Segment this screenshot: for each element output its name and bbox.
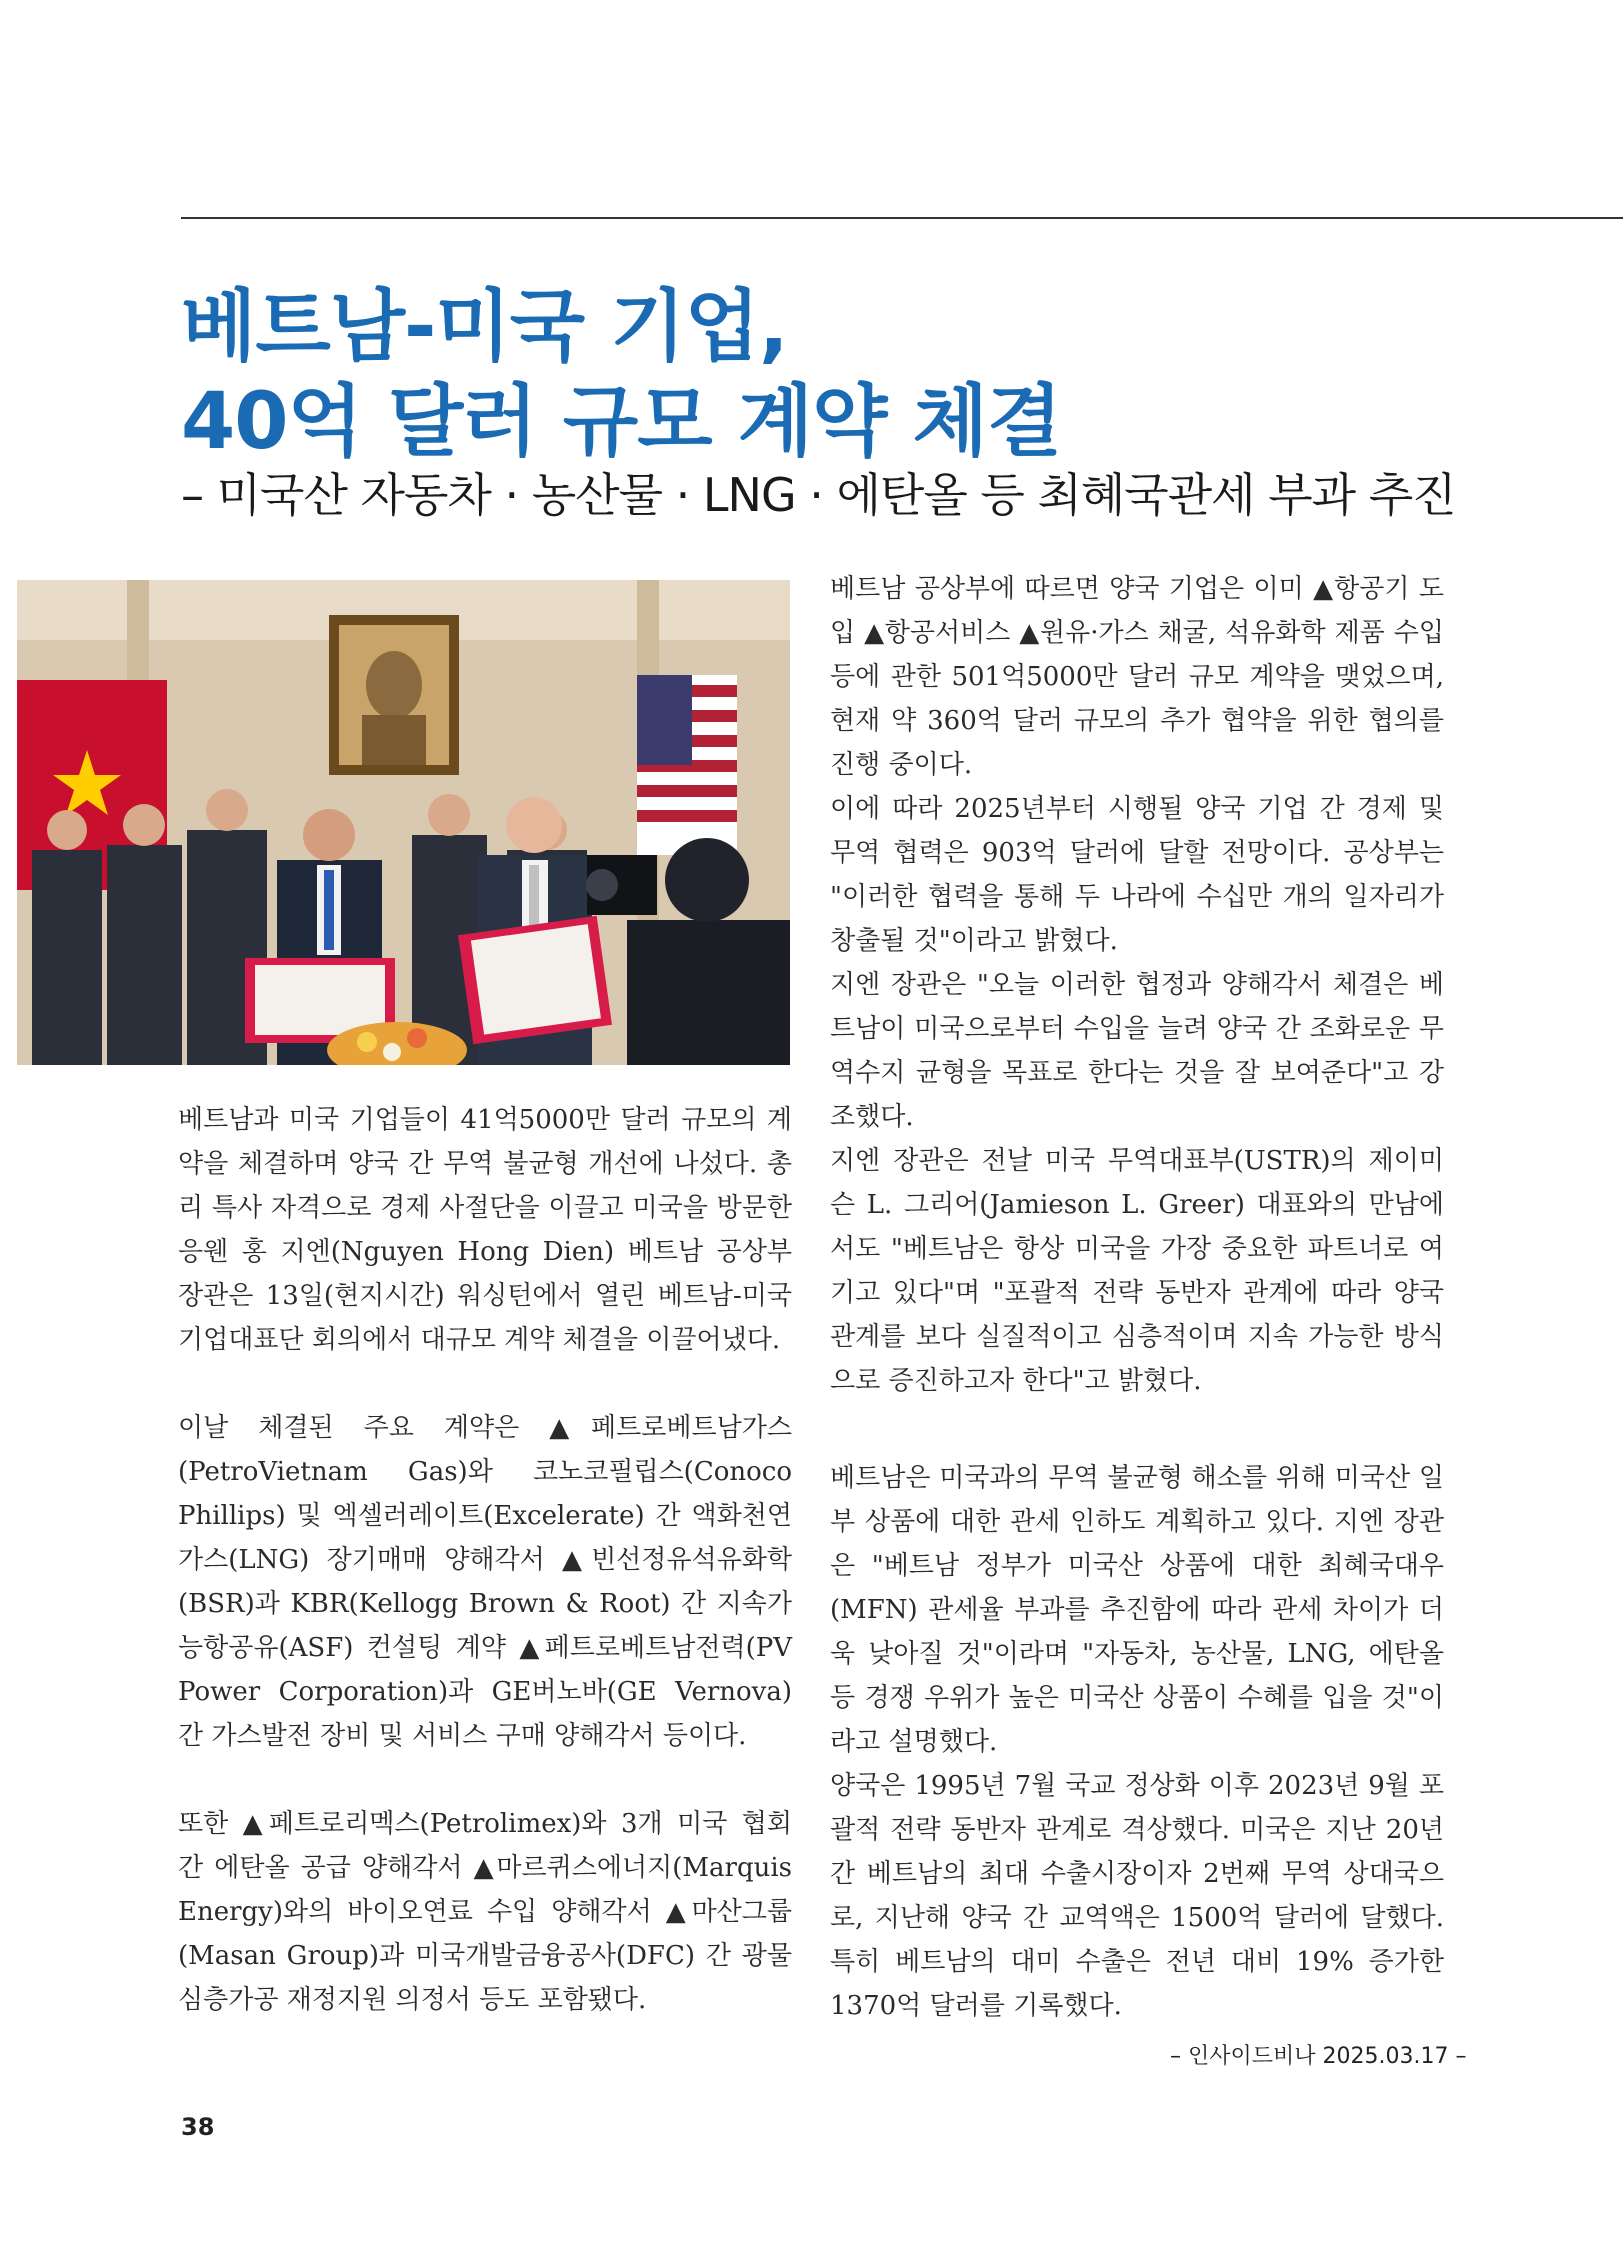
- signing-ceremony-photo: [17, 580, 790, 1065]
- right-paragraph-3: 지엔 장관은 "오늘 이러한 협정과 양해각서 체결은 베트남이 미국으로부터 수입을 늘려 양국 간 조화로운 무역수지 균형을 목표로 한다는 것을 잘 보여준다"고 강조했다.: [830, 970, 1444, 1132]
- article-title: [181, 280, 1481, 470]
- page-number: 38: [181, 2113, 215, 2141]
- right-paragraph-2: 이에 따라 2025년부터 시행될 양국 기업 간 경제 및 무역 협력은 903억 달러에 달할 전망이다. 공상부는 "이러한 협력을 통해 두 나라에 수십만 개의 일자리가 창출될 것"이라고 밝혔다.: [830, 794, 1444, 956]
- right-paragraph-6: 양국은 1995년 7월 국교 정상화 이후 2023년 9월 포괄적 전략 동반자 관계로 격상했다. 미국은 지난 20년간 베트남의 최대 수출시장이자 2번째 무역 상대국으로, 지난해 양국 간 교역액은 1500억 달러에 달했다. 특히 베트남의 대미 수출은 전년 대비 19% 증가한 1370억 달러를 기록했다.: [830, 1771, 1444, 2021]
- article-subtitle: – 미국산 자동차 · 농산물 · LNG · 에탄올 등 최혜국관세 부과 추진: [181, 468, 1456, 522]
- left-paragraph-1: 베트남과 미국 기업들이 41억5000만 달러 규모의 계약을 체결하며 양국 간 무역 불균형 개선에 나섰다. 총리 특사 자격으로 경제 사절단을 이끌고 미국을 방문한 응웬 홍 지엔(Nguyen Hong Dien) 베트남 공상부 장관은 13일(현지시간) 워싱턴에서 열린 베트남-미국 기업대표단 회의에서 대규모 계약 체결을 이끌어냈다.: [178, 1105, 792, 1355]
- header-rule: [181, 217, 1623, 219]
- left-paragraph-3: 또한 ▲페트로리멕스(Petrolimex)와 3개 미국 협회 간 에탄올 공급 양해각서 ▲마르퀴스에너지(Marquis Energy)와의 바이오연료 수입 양해각서 ▲마산그룹(Masan Group)과 미국개발금융공사(DFC) 간 광물 심층가공 재정지원 의정서 등도 포함됐다.: [178, 1809, 792, 2015]
- photo-illustration: [17, 580, 790, 1065]
- right-column-top: [830, 567, 1444, 1403]
- right-paragraph-1: 베트남 공상부에 따르면 양국 기업은 이미 ▲항공기 도입 ▲항공서비스 ▲원유·가스 채굴, 석유화학 제품 수입 등에 관한 501억5000만 달러 규모 계약을 맺었으며, 현재 약 360억 달러 규모의 추가 협약을 위한 협의를 진행 중이다.: [830, 574, 1444, 780]
- right-paragraph-4: 지엔 장관은 전날 미국 무역대표부(USTR)의 제이미슨 L. 그리어(Jamieson L. Greer) 대표와의 만남에서도 "베트남은 항상 미국을 가장 중요한 파트너로 여기고 있다"며 "포괄적 전략 동반자 관계에 따라 양국 관계를 보다 실질적이고 심층적이며 지속 가능한 방식으로 증진하고자 한다"고 밝혔다.: [830, 1146, 1444, 1396]
- left-paragraph-2: 이날 체결된 주요 계약은 ▲페트로베트남가스(PetroVietnam Gas)와 코노코필립스(Conoco Phillips) 및 엑셀러레이트(Excelerate) 간 액화천연가스(LNG) 장기매매 양해각서 ▲빈선정유석유화학(BSR)과 KBR(Kellogg Brown & Root) 간 지속가능항공유(ASF) 컨설팅 계약 ▲페트로베트남전력(PV Power Corporation)과 GE버노바(GE Vernova) 간 가스발전 장비 및 서비스 구매 양해각서 등이다.: [178, 1413, 792, 1751]
- title-line-2: 40억 달러 규모 계약 체결: [181, 377, 1062, 467]
- right-paragraph-5: 베트남은 미국과의 무역 불균형 해소를 위해 미국산 일부 상품에 대한 관세 인하도 계획하고 있다. 지엔 장관은 "베트남 정부가 미국산 상품에 대한 최혜국대우(MFN) 관세율 부과를 추진함에 따라 관세 차이가 더욱 낮아질 것"이라며 "자동차, 농산물, LNG, 에탄올 등 경쟁 우위가 높은 미국산 상품이 수혜를 입을 것"이라고 설명했다.: [830, 1463, 1444, 1757]
- right-column-bottom: [830, 1456, 1444, 2028]
- title-line-1: 베트남-미국 기업,: [181, 282, 788, 372]
- article-source: – 인사이드비나 2025.03.17 –: [1170, 2044, 1467, 2069]
- left-column: [178, 1098, 792, 2022]
